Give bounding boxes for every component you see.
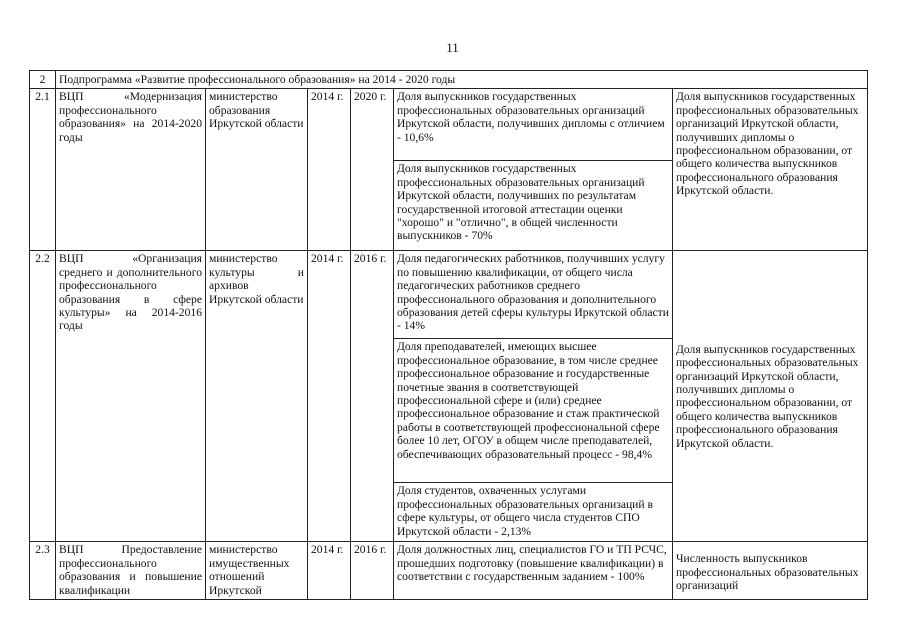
expected-result: Доля выпускников государственных профессиональных образовательных организаций Иркутской области, получивших по результатам государственной итоговой аттестации оценки "хорошо" и "отлично", в общей численности выпускников - 70%	[394, 161, 673, 251]
program-name: ВЦП «Организация среднего и дополнительного профессионального образования в сфере культуры» на 2014-2016 годы	[56, 251, 206, 542]
subprogram-title: Подпрограмма «Развитие профессионального образования» на 2014 - 2020 годы	[56, 71, 868, 89]
row-number: 2.2	[30, 251, 56, 542]
page-number: 11	[446, 40, 459, 55]
table-row	[30, 251, 868, 339]
expected-result: Доля студентов, охваченных услугами профессиональных образовательных организаций в сфере культуры, от общего числа студентов СПО Иркутской области - 2,13%	[394, 483, 673, 542]
row-number: 2.1	[30, 89, 56, 251]
summary-indicator: Численность выпускников профессиональных образовательных организаций	[673, 542, 868, 600]
expected-result: Доля преподавателей, имеющих высшее профессиональное образование, в том числе среднее профессиональное образование и государственные почетные звания в соответствующей профессиональной сфере и (или) среднее профессиональное образование и стаж практической работы в соответствующей профессиональной сфере более 10 лет, ОГОУ в общем числе преподавателей, обеспечивающих образовательный процесс - 98,4%	[394, 339, 673, 483]
start-year: 2014 г.	[308, 542, 351, 600]
row-number: 2	[30, 71, 56, 89]
program-name: ВЦП «Модернизация профессионального образования» на 2014-2020 годы	[56, 89, 206, 251]
executor: министерство образования Иркутской области	[206, 89, 308, 251]
end-year: 2020 г.	[351, 89, 394, 251]
subprogram-table	[29, 70, 868, 600]
table-row	[30, 89, 868, 161]
row-number: 2.3	[30, 542, 56, 600]
start-year: 2014 г.	[308, 251, 351, 542]
executor: министерство имущественных отношений Иркутской	[206, 542, 308, 600]
end-year: 2016 г.	[351, 251, 394, 542]
end-year: 2016 г.	[351, 542, 394, 600]
expected-result: Доля должностных лиц, специалистов ГО и ТП РСЧС, прошедших подготовку (повышение квалификации) в соответствии с государственным заданием - 100%	[394, 542, 673, 600]
executor: министерство культуры и архивов Иркутской области	[206, 251, 308, 542]
program-name: ВЦП Предоставление профессионального образования и повышение квалификации	[56, 542, 206, 600]
table-row	[30, 542, 868, 600]
summary-indicator: Доля выпускников государственных профессиональных образовательных организаций Иркутской области, получивших дипломы о профессиональном образовании, от общего количества выпускников профессионального образования Иркутской области.	[673, 89, 868, 251]
expected-result: Доля выпускников государственных профессиональных образовательных организаций Иркутской области, получивших дипломы с отличием - 10,6%	[394, 89, 673, 161]
start-year: 2014 г.	[308, 89, 351, 251]
summary-indicator: Доля выпускников государственных профессиональных образовательных организаций Иркутской области, получивших дипломы о профессиональном образовании, от общего количества выпускников профессионального образования Иркутской области.	[673, 251, 868, 542]
subprogram-header-row	[30, 71, 868, 89]
expected-result: Доля педагогических работников, получивших услугу по повышению квалификации, от общего числа педагогических работников среднего профессионального образования и дополнительного образования детей сферы культуры Иркутской области - 14%	[394, 251, 673, 339]
